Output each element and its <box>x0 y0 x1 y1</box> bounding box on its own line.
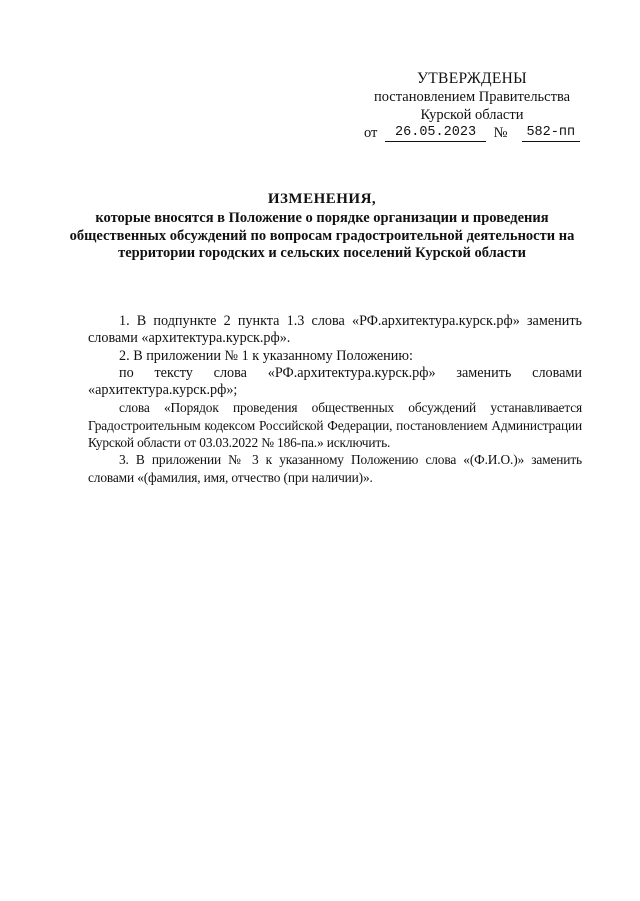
number-label: № <box>493 125 508 141</box>
title-subtitle: которые вносятся в Положение о порядке организации и проведения общественных обсуждений по вопросам градостроительной деятельности на территории городских и сельских поселений Курской области <box>69 210 575 261</box>
paragraph-5: 3. В приложении № 3 к указанному Положению слова «(Ф.И.О.)» заменить словами «(фамилия, имя, отчество (при наличии)». <box>88 452 582 485</box>
document-body <box>88 313 582 486</box>
paragraph-1: 1. В подпункте 2 пункта 1.3 слова «РФ.архитектура.курск.рф» заменить словами «архитектура.курск.рф». <box>88 313 582 347</box>
approval-line-1: постановлением Правительства <box>373 89 571 105</box>
approval-number: 582-пп <box>522 125 580 142</box>
approval-date: 26.05.2023 <box>385 125 485 142</box>
approval-heading: УТВЕРЖДЕНЫ <box>417 70 527 87</box>
approval-date-number <box>364 124 580 142</box>
approval-line-2: Курской области <box>420 107 524 123</box>
date-label: от <box>364 125 378 141</box>
document-title <box>60 191 584 262</box>
paragraph-3: по тексту слова «РФ.архитектура.курск.рф» заменить словами «архитектура.курск.рф»; <box>88 364 582 399</box>
paragraph-2: 2. В приложении № 1 к указанному Положению: <box>119 347 413 364</box>
approval-block <box>364 70 580 142</box>
title-main: ИЗМЕНЕНИЯ, <box>267 191 377 207</box>
paragraph-4: слова «Порядок проведения общественных обсуждений устанавливается Градостроительным кодексом Российской Федерации, постановлением Администрации Курской области от 03.03.2022 № 186-па.» исключить. <box>88 400 582 451</box>
